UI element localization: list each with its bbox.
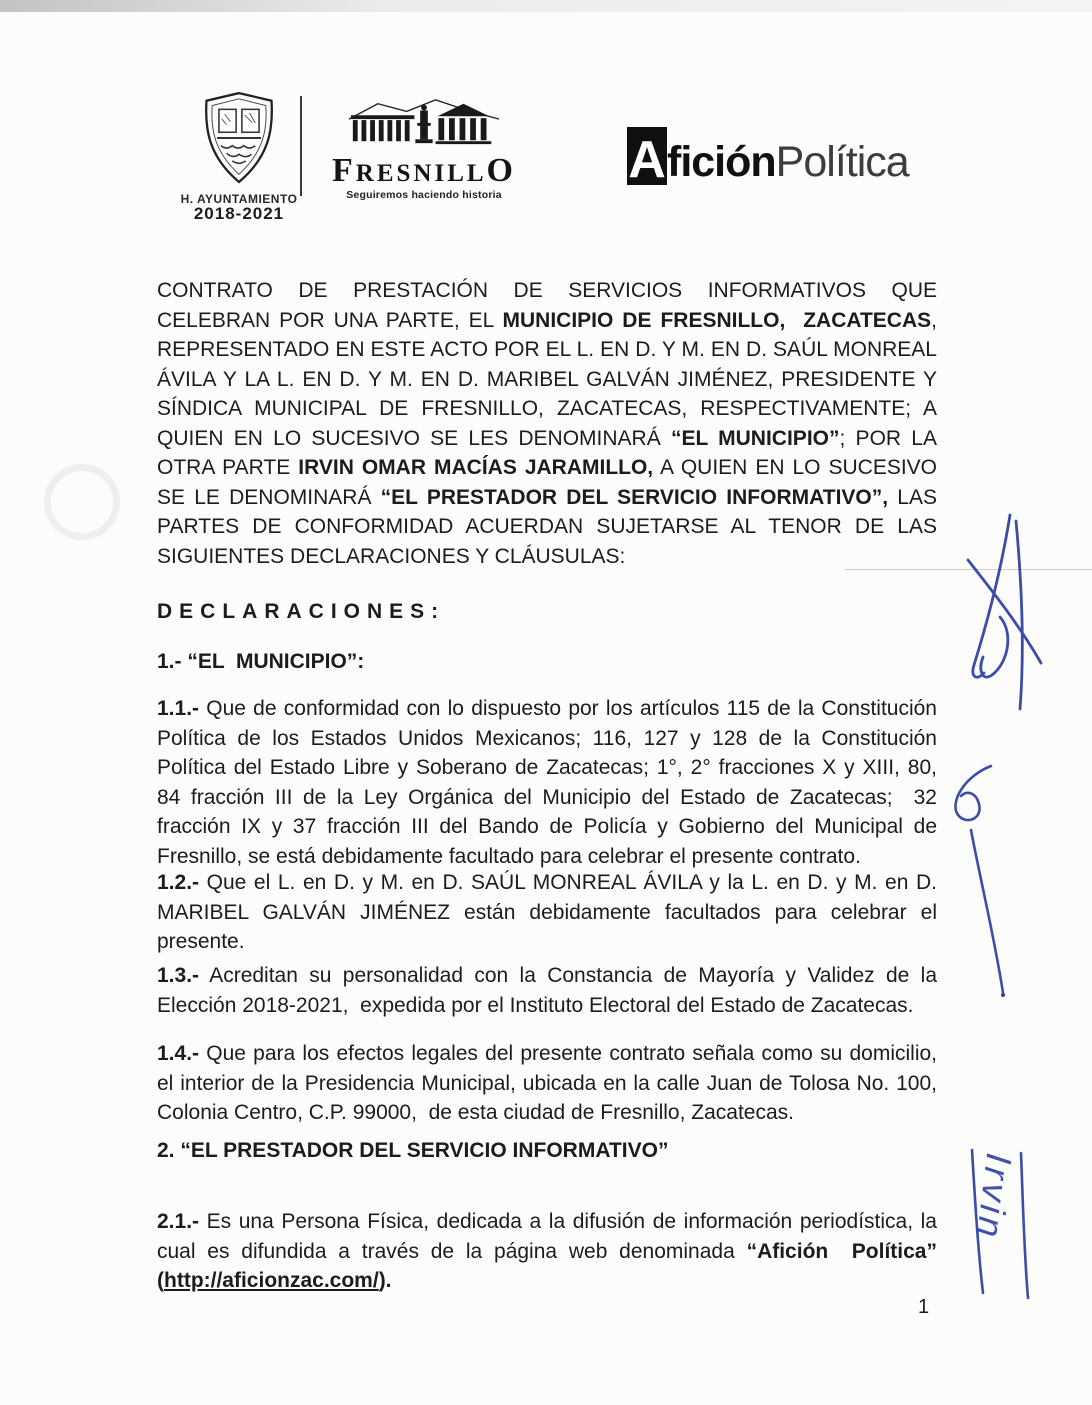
text-segment: CONTRATO DE PRESTACIÓN DE SERVICIOS INFORMATIVOS QUE CELEBRAN POR UNA PARTE, EL: [157, 279, 943, 332]
wordmark-f: F: [332, 152, 356, 189]
clause-2-1: [157, 1207, 943, 1296]
clause-1-3: [157, 961, 943, 1020]
clause-1-2: [157, 868, 943, 957]
scan-edge-artifact: [0, 0, 1092, 12]
handwritten-paraph-icon: [945, 758, 1015, 1003]
section2-heading: 2. “EL PRESTADOR DEL SERVICIO INFORMATIVO”: [157, 1139, 669, 1162]
declaraciones-title: DECLARACIONES:: [157, 600, 446, 623]
text-segment: Que de conformidad con lo dispuesto por los artículos 115 de la Constitución Política de los Estados Unidos Mexicanos; 116, 127 y 128 de la Constitución Política del Estado Libre y Soberano de Zacatecas; 1°, 2° fracciones X y XIII, 80, 84 fracción III de la Ley Orgánica del Municipio del Estado de Zacatecas; 32 fracción IX y 37 fracción III del Bando de Policía y Gobierno del Municipal de Fresnillo, se está debidamente facultado para celebrar el presente contrato.: [157, 697, 943, 868]
aficionzac-url-link[interactable]: http://aficionzac.com/: [164, 1269, 379, 1292]
text-segment: ).: [378, 1269, 392, 1292]
fresnillo-tagline: Seguiremos haciendo historia: [346, 189, 502, 201]
wordmark-mid: RESNILL: [355, 160, 487, 187]
aficion-light-text: Política: [775, 138, 909, 186]
faint-stain-artifact: [44, 464, 120, 540]
text-segment: A QUIEN EN LO SUCESIVO SE LE DENOMINARÁ: [157, 456, 943, 509]
text-segment: LAS PARTES DE CONFORMIDAD ACUERDAN SUJETARSE AL TENOR DE LAS SIGUIENTES DECLARACIONES Y CLÁUSULAS:: [157, 485, 943, 568]
aficion-a-mark-icon: A: [627, 127, 667, 185]
text-segment: Acreditan su personalidad con la Constancia de Mayoría y Validez de la Elección 2018-2021, expedida por el Instituto Electoral del Estado de Zacatecas.: [157, 964, 943, 1017]
text-segment: “Afición Política”: [746, 1239, 937, 1263]
contract-intro-paragraph: [157, 276, 943, 571]
text-segment: 1.4.-: [157, 1042, 200, 1065]
crest-shield-icon: [196, 90, 282, 186]
text-segment: 1.3.-: [157, 964, 200, 987]
page-number: 1: [918, 1296, 930, 1318]
text-segment: “EL PRESTADOR DEL SERVICIO INFORMATIVO”,: [380, 485, 889, 509]
handwritten-irvin-text: Irvin: [968, 1151, 1020, 1244]
crest-caption-line1: H. AYUNTAMIENTO: [180, 191, 298, 206]
wordmark-o: O: [486, 152, 516, 189]
aficion-bold-text: fición: [667, 138, 776, 186]
ayuntamiento-crest-logo: [180, 90, 298, 223]
text-segment: 2.1.-: [157, 1210, 200, 1233]
text-segment: Que el L. en D. y M. en D. SAÚL MONREAL ÁVILA y la L. en D. y M. en D. MARIBEL GALVÁN JIMÉNEZ están debidamente facultados para celebrar el presente.: [157, 871, 943, 953]
text-segment: (: [157, 1239, 943, 1292]
fresnillo-wordmark: [316, 154, 532, 188]
text-segment: ; POR LA OTRA PARTE: [157, 426, 943, 479]
text-segment: IRVIN OMAR MACÍAS JARAMILLO,: [298, 456, 654, 479]
text-segment: “EL MUNICIPIO”: [670, 426, 840, 450]
text-segment: MUNICIPIO DE FRESNILLO, ZACATECAS: [502, 308, 932, 332]
section1-heading: 1.- “EL MUNICIPIO”:: [157, 650, 365, 673]
text-segment: Que para los efectos legales del presente contrato señala como su domicilio, el interior de la Presidencia Municipal, ubicada en la calle Juan de Tolosa No. 100, Colonia Centro, C.P. 99000, de esta ciudad de Fresnillo, Zacatecas.: [157, 1042, 943, 1124]
text-segment: , REPRESENTADO EN ESTE ACTO POR EL L. EN D. Y M. EN D. SAÚL MONREAL ÁVILA Y LA L. EN D. Y M. EN D. MARIBEL GALVÁN JIMÉNEZ, PRESIDENTE Y SÍNDICA MUNICIPAL DE FRESNILLO, ZACATECAS, RESPECTIVAMENTE; A QUIEN EN LO SUCESIVO SE LES DENOMINARÁ: [157, 308, 943, 450]
clause-1-1: [157, 694, 943, 871]
crest-caption-line2: 2018-2021: [193, 204, 285, 224]
text-segment: 1.2.-: [157, 871, 200, 894]
text-segment: 1.1.-: [157, 697, 200, 720]
clause-1-4: [157, 1039, 943, 1128]
header-divider: [300, 96, 302, 196]
fresnillo-skyline-icon: [344, 97, 504, 147]
fresnillo-logo: [316, 97, 532, 201]
text-segment: Es una Persona Física, dedicada a la difusión de información periodística, la cual es difundida a través de la página web denominada: [157, 1210, 943, 1263]
aficion-politica-logo: [627, 127, 909, 185]
handwritten-signature-icon: [950, 505, 1060, 720]
